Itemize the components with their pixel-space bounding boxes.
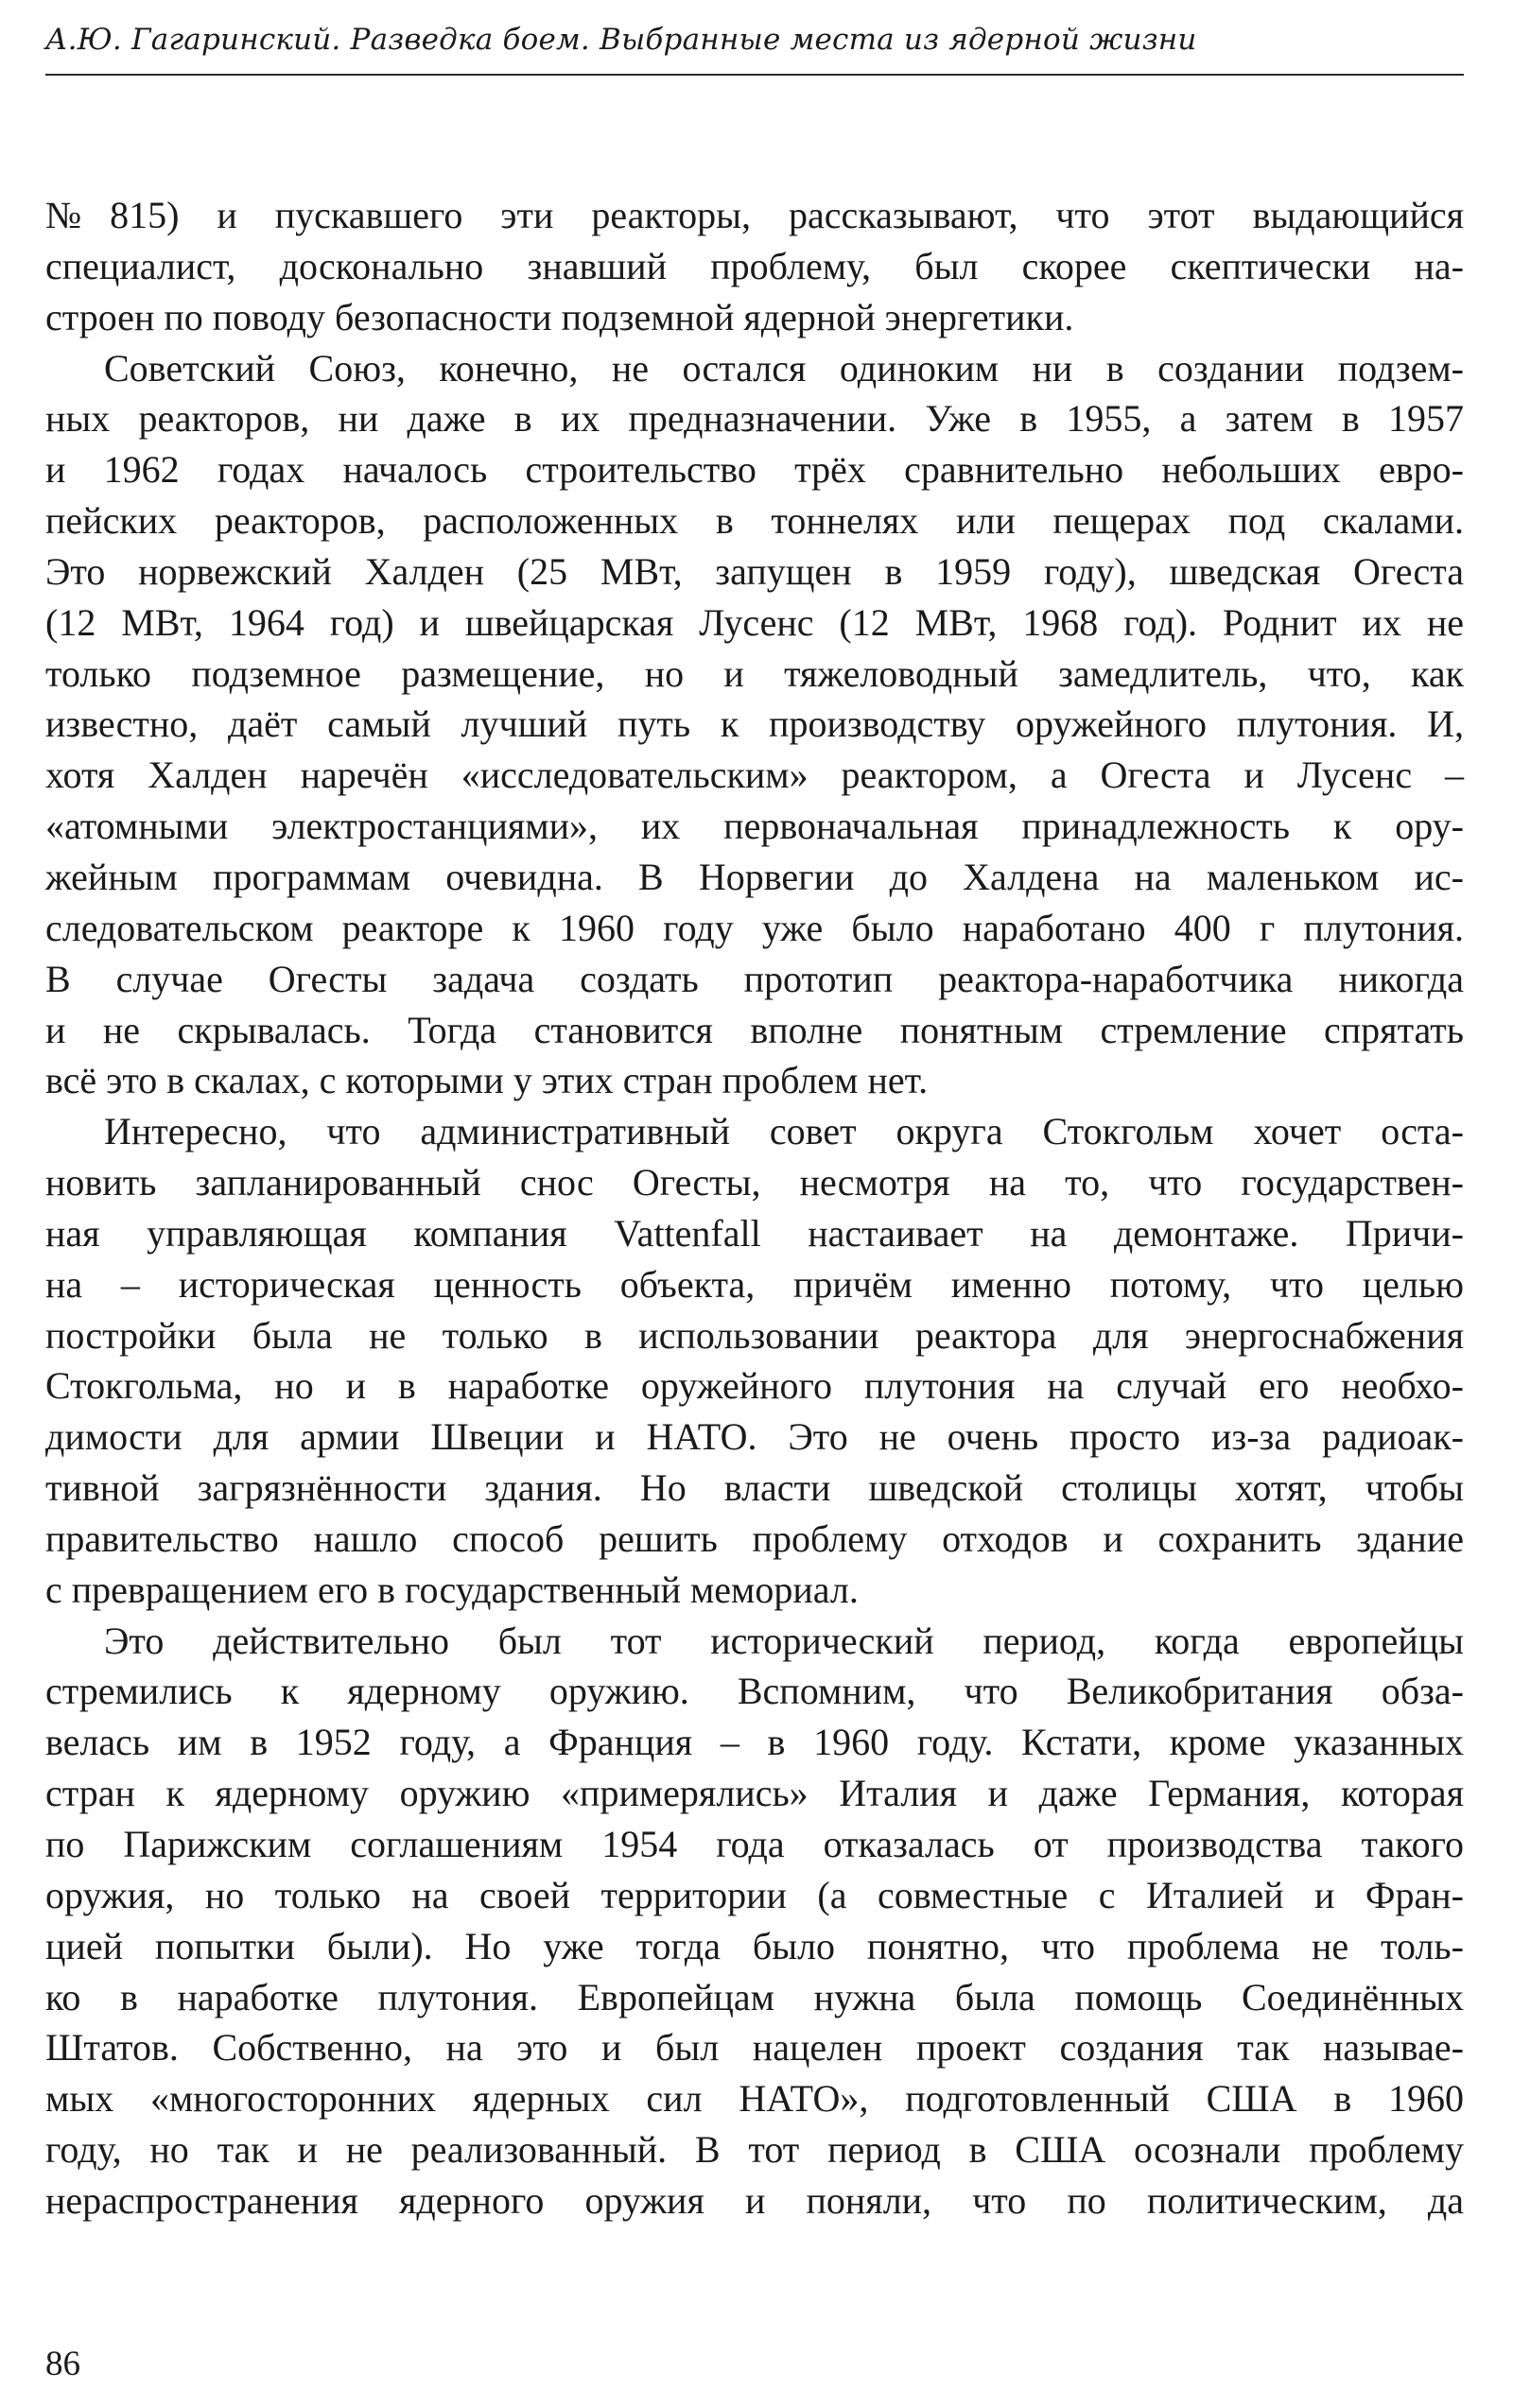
text-line: стремились к ядерному оружию. Вспомним, что Великобритания обза- — [45, 1670, 1464, 1713]
text-line: всё это в скалах, с которыми у этих стран проблем нет. — [45, 1059, 929, 1102]
text-line: ко в наработке плутония. Европейцам нужна была помощь Соединённых — [45, 1975, 1464, 2018]
text-line: «атомными электростанциями», их первоначальная принадлежность к ору- — [45, 805, 1464, 848]
text-line: стран к ядерному оружию «примерялись» Италия и даже Германия, которая — [45, 1772, 1464, 1815]
text-line: Это норвежский Халден (25 МВт, запущен в 1959 году), шведская Огеста — [45, 549, 1464, 593]
text-line: году, но так и не реализованный. В тот период в США осознали проблему — [45, 2128, 1464, 2172]
text-line: специалист, досконально знавший проблему, был скорее скептически на- — [45, 244, 1464, 287]
text-line: и не скрывалась. Тогда становится вполне понятным стремление спрятать — [45, 1008, 1464, 1051]
paragraph-2 — [45, 343, 1464, 1107]
text-line: следовательском реакторе к 1960 году уже было наработано 400 г плутония. — [45, 906, 1464, 949]
running-head: А.Ю. Гагаринский. Разведка боем. Выбранные места из ядерной жизни — [45, 23, 1197, 57]
text-line: Это действительно был тот исторический период, когда европейцы — [104, 1619, 1464, 1662]
text-line: тивной загрязнённости здания. Но власти шведской столицы хотят, чтобы — [45, 1466, 1464, 1510]
page-number: 86 — [45, 2345, 80, 2383]
paragraph-3 — [45, 1106, 1464, 1615]
text-line: жейным программам очевидна. В Норвегии до Халдена на маленьком ис- — [45, 855, 1464, 898]
text-line: с превращением его в государственный мемориал. — [45, 1568, 859, 1611]
text-line: (12 МВт, 1964 год) и швейцарская Лусенс (12 МВт, 1968 год). Роднит их не — [45, 600, 1464, 644]
text-line: оружия, но только на своей территории (а совместные с Италией и Фран- — [45, 1873, 1464, 1916]
text-line: Стокгольма, но и в наработке оружейного плутония на случай его необхо- — [45, 1364, 1464, 1408]
text-line: мых «многосторонних ядерных сил НАТО», подготовленный США в 1960 — [45, 2077, 1464, 2121]
text-line: и 1962 годах началось строительство трёх сравнительно небольших евро- — [45, 448, 1464, 492]
text-line: В случае Огесты задача создать прототип реактора-наработчика никогда — [45, 957, 1464, 1000]
text-line: хотя Халден наречён «исследовательским» реактором, а Огеста и Лусенс – — [45, 754, 1464, 797]
body-text — [45, 190, 1464, 2226]
text-line: Штатов. Собственно, на это и был нацелен проект создания так называе- — [45, 2026, 1464, 2070]
text-line: Интересно, что административный совет округа Стокгольм хочет оста- — [104, 1110, 1464, 1153]
text-line: только подземное размещение, но и тяжеловодный замедлитель, что, как — [45, 651, 1464, 695]
text-line: на – историческая ценность объекта, причём именно потому, что целью — [45, 1262, 1464, 1306]
paragraph-4 — [45, 1616, 1464, 2226]
text-line: нераспространения ядерного оружия и поняли, что по политическим, да — [45, 2178, 1464, 2222]
header-rule — [45, 74, 1464, 76]
text-line: №815) и пускавшего эти реакторы, рассказывают, что этот выдающийся — [45, 194, 1464, 236]
text-line: цией попытки были). Но уже тогда было понятно, что проблема не толь- — [45, 1924, 1464, 1967]
text-line: постройки была не только в использовании реактора для энергоснабжения — [45, 1313, 1464, 1357]
text-line: по Парижским соглашениям 1954 года отказалась от производства такого — [45, 1823, 1464, 1865]
text-line: ная управляющая компания Vattenfall настаивает на демонтаже. Причи- — [45, 1211, 1464, 1255]
paragraph-1 — [45, 190, 1464, 343]
text-line: новить запланированный снос Огесты, несмотря на то, что государствен- — [45, 1161, 1464, 1204]
text-line: строен по поводу безопасности подземной ядерной энергетики. — [45, 295, 1074, 338]
text-line: правительство нашло способ решить проблему отходов и сохранить здание — [45, 1516, 1464, 1560]
text-line: димости для армии Швеции и НАТО. Это не очень просто из-за радиоак- — [45, 1415, 1464, 1459]
text-line: Советский Союз, конечно, не остался одиноким ни в создании подзем- — [104, 346, 1464, 390]
text-line: велась им в 1952 году, а Франция – в 1960 году. Кстати, кроме указанных — [45, 1721, 1464, 1764]
text-line: пейских реакторов, расположенных в тоннелях или пещерах под скалами. — [45, 499, 1464, 543]
text-line: ных реакторов, ни даже в их предназначении. Уже в 1955, а затем в 1957 — [45, 397, 1464, 441]
text-line: известно, даёт самый лучший путь к производству оружейного плутония. И, — [45, 702, 1464, 746]
